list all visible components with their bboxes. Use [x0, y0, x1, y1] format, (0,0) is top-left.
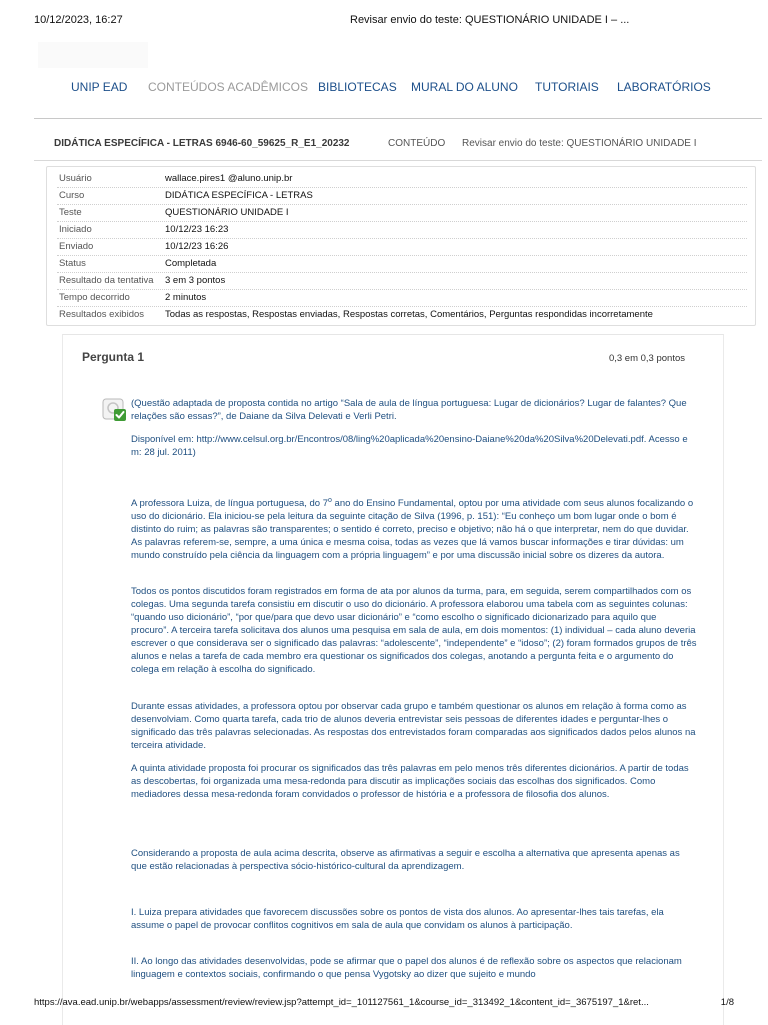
statement-ii: II. Ao longo das atividades desenvolvidas, pode se afirmar que o papel dos alunos é de reflexão sobre os aspectos que relacionam linguagem e contextos sociais, confirmando o que pensa Vygotsky ao dizer que sujeito e mundo: [131, 956, 682, 980]
print-url: https://ava.ead.unip.br/webapps/assessment/review/review.jsp?attempt_id=_101127561_1&course_id=_313492_1&content_id=_3675197_1&ret...: [34, 997, 649, 1008]
question-prompt: Considerando a proposta de aula acima descrita, observe as afirmativas a seguir e escolha a alternativa que apresenta apenas as que estão relacionadas à perspectiva sócio-histórico-cultural da aprendizagem.: [131, 848, 680, 872]
summary-row: [57, 205, 747, 222]
summary-row: [57, 171, 747, 188]
print-doc-title: Revisar envio do teste: QUESTIONÁRIO UNIDADE I – ...: [350, 14, 630, 26]
summary-value: 2 minutos: [165, 292, 207, 303]
question-paragraph: A quinta atividade proposta foi procurar os significados das três palavras em pelo menos três diferentes dicionários. A partir de todas as descobertas, foi organizada uma mesa-redonda para discutir as implicações sociais das escolhas dos significados. Como mediadores dessa mesa-redonda foram convidados o professor de história e a professora de filosofia dos alunos.: [131, 763, 689, 800]
summary-value: DIDÁTICA ESPECÍFICA - LETRAS: [165, 190, 313, 201]
summary-value: QUESTIONÁRIO UNIDADE I: [165, 207, 289, 218]
summary-value: wallace.pires1 @aluno.unip.br: [165, 173, 293, 184]
breadcrumb-content[interactable]: CONTEÚDO: [388, 138, 446, 149]
summary-key: Usuário: [59, 173, 92, 184]
nav-conteudos-academicos[interactable]: CONTEÚDOS ACADÊMICOS: [148, 80, 309, 94]
print-page-number: 1/8: [720, 997, 734, 1008]
question-paragraph: Todos os pontos discutidos foram registrados em forma de ata por alunos da turma, para, em seguida, serem compartilhados com os colegas. Uma segunda tarefa consistiu em discutir o uso do dicionário. A professora elaborou uma tabela com as seguintes colunas: “quando uso dicionário”, “por que/para que devo usar dicionário” e “como escolho o significado dicionarizado para aquilo que procuro”. A terceira tarefa solicitava dos alunos uma pesquisa em sala de aula, em dois momentos: (1) individual – cada aluno deveria escrever o que considerava ser o significado das palavras: “adolescente”, “independente” e “idoso”; (2) foram formados grupos de três alunos e nelas a tarefa de cada membro era questionar os significados dos colegas, anotando a pergunta feita e o argumento do colega em relação à escolha do significado.: [131, 586, 697, 675]
question-text: A professora Luiza, de língua portuguesa, do 7: [131, 498, 328, 509]
question-paragraph: [131, 497, 697, 562]
nav-bibliotecas[interactable]: BIBLIOTECAS: [318, 80, 397, 94]
print-footer: [34, 997, 734, 1011]
question-source-link: Disponível em: http://www.celsul.org.br/Encontros/08/ling%20aplicada%20ensino-Daiane%20da%20Silva%20Delevati.pdf. Acesso em: 28 jul. 2011): [131, 434, 688, 458]
divider: [34, 160, 762, 161]
summary-key: Enviado: [59, 241, 94, 252]
summary-value: 10/12/23 16:26: [165, 241, 229, 252]
summary-row: [57, 239, 747, 256]
summary-key: Curso: [59, 190, 85, 201]
print-header: [34, 14, 734, 30]
question-title: Pergunta 1: [82, 350, 145, 364]
summary-row: [57, 290, 747, 307]
nav-unip-ead[interactable]: UNIP EAD: [71, 80, 128, 94]
summary-key: Status: [59, 258, 86, 269]
summary-value: 3 em 3 pontos: [165, 275, 226, 286]
site-logo[interactable]: [38, 42, 148, 68]
nav-laboratorios[interactable]: LABORATÓRIOS: [617, 80, 711, 94]
summary-row: [57, 307, 747, 323]
nav-tutoriais[interactable]: TUTORIAIS: [535, 80, 599, 94]
top-navigation: [0, 80, 768, 96]
ordinal-superscript: o: [328, 496, 332, 504]
print-datetime: 10/12/2023, 16:27: [34, 14, 123, 26]
breadcrumb-current: Revisar envio do teste: QUESTIONÁRIO UNIDADE I: [462, 138, 697, 149]
summary-key: Tempo decorrido: [59, 292, 130, 303]
correct-check-icon: [102, 397, 128, 423]
divider: [34, 118, 762, 119]
question-source: (Questão adaptada de proposta contida no artigo “Sala de aula de língua portuguesa: Lugar de dicionários? Lugar de falantes? Que relações são essas?”, de Daiane da Silva Delevati e Verli Petri.: [131, 398, 687, 422]
breadcrumb: [54, 138, 754, 152]
summary-row: [57, 273, 747, 290]
attempt-summary-table: [46, 166, 756, 326]
summary-row: [57, 256, 747, 273]
summary-key: Teste: [59, 207, 82, 218]
question-text: ano do Ensino Fundamental, optou por uma atividade com seus alunos focalizando o uso do dicionário. Ela iniciou-se pela leitura da seguinte citação de Silva (1996, p. 151): “Eu conheço um bom lugar onde o bom é distinto do ruim; as palavras são transparentes; o sentido é correto, preciso e objetivo; não há o que interpretar, nem do que duvidar. As palavras referem-se, sempre, a uma única e mesma coisa, todas as vezes que lá vamos buscar informações e tirar dúvidas: um mundo construído pela ciência da linguagem com a própria linguagem” e por uma discussão inicial sobre os dizeres da autora.: [131, 498, 694, 561]
summary-value: Completada: [165, 258, 217, 269]
nav-mural-do-aluno[interactable]: MURAL DO ALUNO: [411, 80, 518, 94]
question-score: 0,3 em 0,3 pontos: [608, 353, 685, 364]
summary-row: [57, 222, 747, 239]
summary-value: 10/12/23 16:23: [165, 224, 229, 235]
breadcrumb-course[interactable]: DIDÁTICA ESPECÍFICA - LETRAS 6946-60_59625_R_E1_20232: [54, 138, 350, 149]
summary-key: Resultado da tentativa: [59, 275, 154, 286]
summary-value: Todas as respostas, Respostas enviadas, Respostas corretas, Comentários, Perguntas respondidas incorretamente: [165, 309, 653, 320]
summary-key: Iniciado: [59, 224, 92, 235]
summary-key: Resultados exibidos: [59, 309, 145, 320]
summary-row: [57, 188, 747, 205]
question-paragraph: Durante essas atividades, a professora optou por observar cada grupo e também questionar os alunos em relação à forma como as desenvolviam. Como quarta tarefa, cada trio de alunos deveria entrevistar seis pessoas de diferentes idades e perguntar-lhes o significado das três palavras selecionadas. As respostas dos entrevistados foram comparadas aos significados dados pelos alunos na terceira atividade.: [131, 701, 696, 751]
statement-i: I. Luiza prepara atividades que favorecem discussões sobre os pontos de vista dos alunos. Ao apresentar-lhes tais tarefas, ela assume o papel de provocar conflitos cognitivos em sala de aula que convidam os alunos à participação.: [131, 907, 664, 931]
